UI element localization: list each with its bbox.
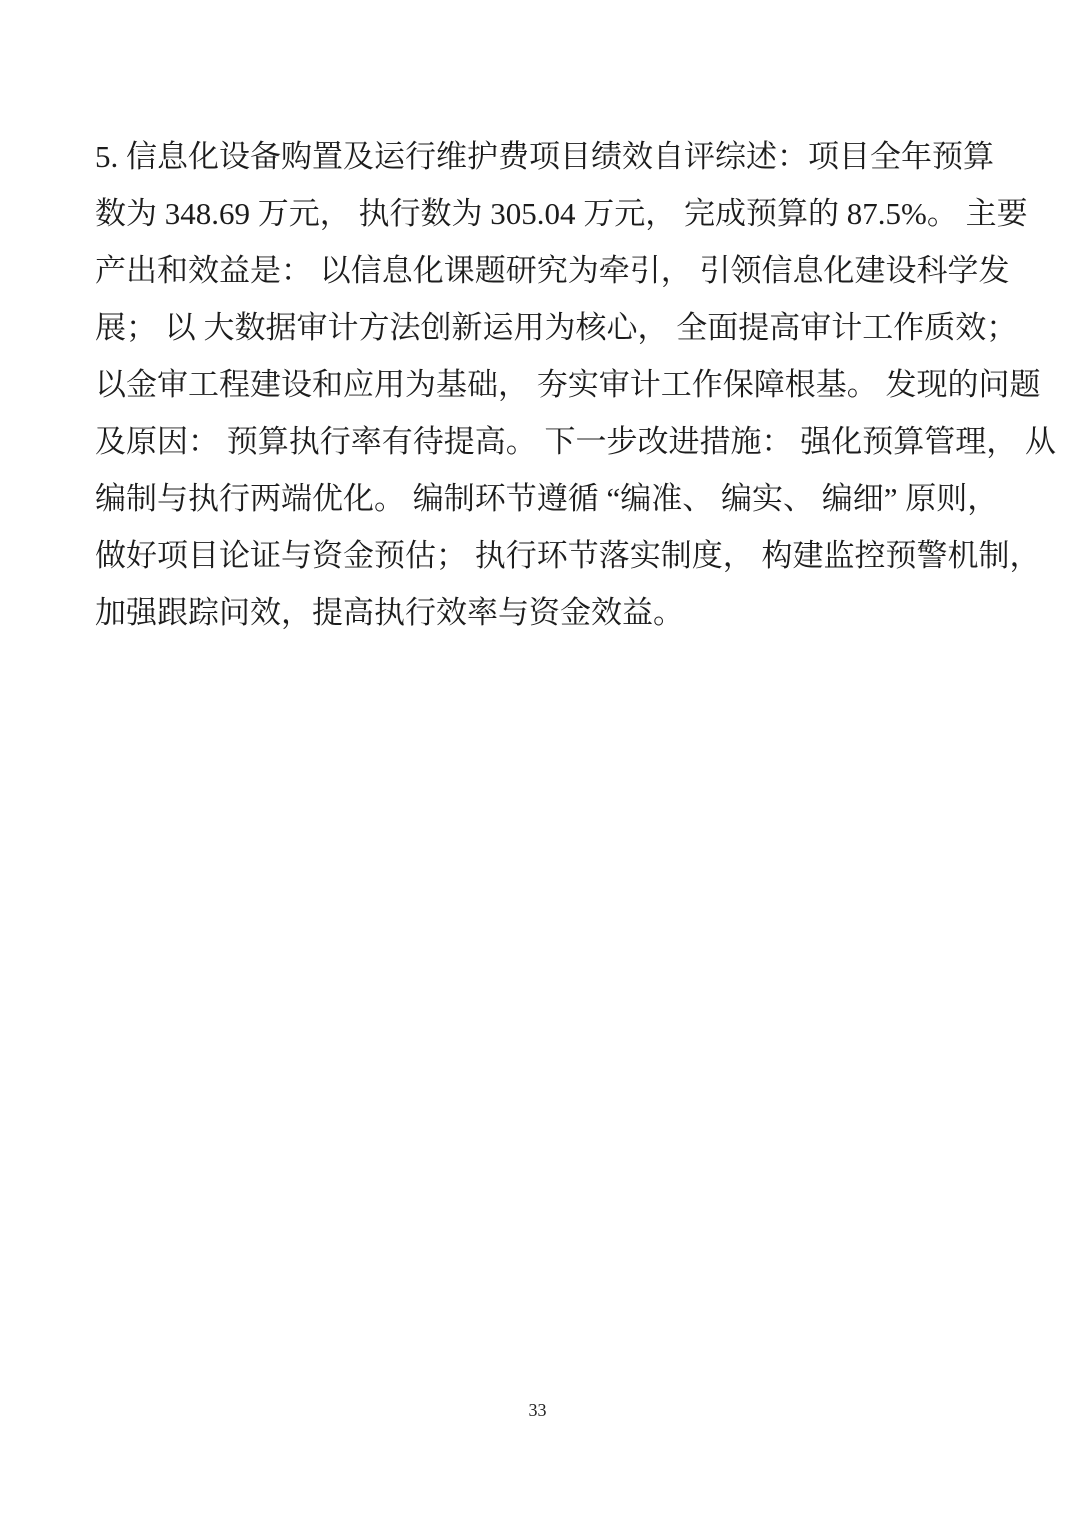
paragraph-line: 编制与执行两端优化。 编制环节遵循 “编准、 编实、 编细” 原则， bbox=[95, 481, 999, 516]
page-number: 33 bbox=[528, 1400, 547, 1420]
paragraph-line: 展； 以 大数据审计方法创新运用为核心， 全面提高审计工作质效； bbox=[95, 310, 1018, 345]
paragraph-line: 以金审工程建设和应用为基础， 夯实审计工作保障根基。 发现的问题 bbox=[95, 367, 1041, 402]
paragraph-block bbox=[95, 128, 1056, 641]
paragraph-line: 及原因： 预算执行率有待提高。 下一步改进措施： 强化预算管理， 从 bbox=[95, 424, 1056, 459]
paragraph-line: 加强跟踪问效，提高执行效率与资金效益。 bbox=[95, 595, 684, 630]
paragraph-line: 5. 信息化设备购置及运行维护费项目绩效自评综述：项目全年预算 bbox=[95, 139, 994, 174]
paragraph-line: 产出和效益是： 以信息化课题研究为牵引， 引领信息化建设科学发 bbox=[95, 253, 1010, 288]
paragraph-line: 数为 348.69 万元， 执行数为 305.04 万元， 完成预算的 87.5%。 主要 bbox=[95, 196, 1028, 231]
paragraph-line: 做好项目论证与资金预估； 执行环节落实制度， 构建监控预警机制， bbox=[95, 538, 1041, 573]
